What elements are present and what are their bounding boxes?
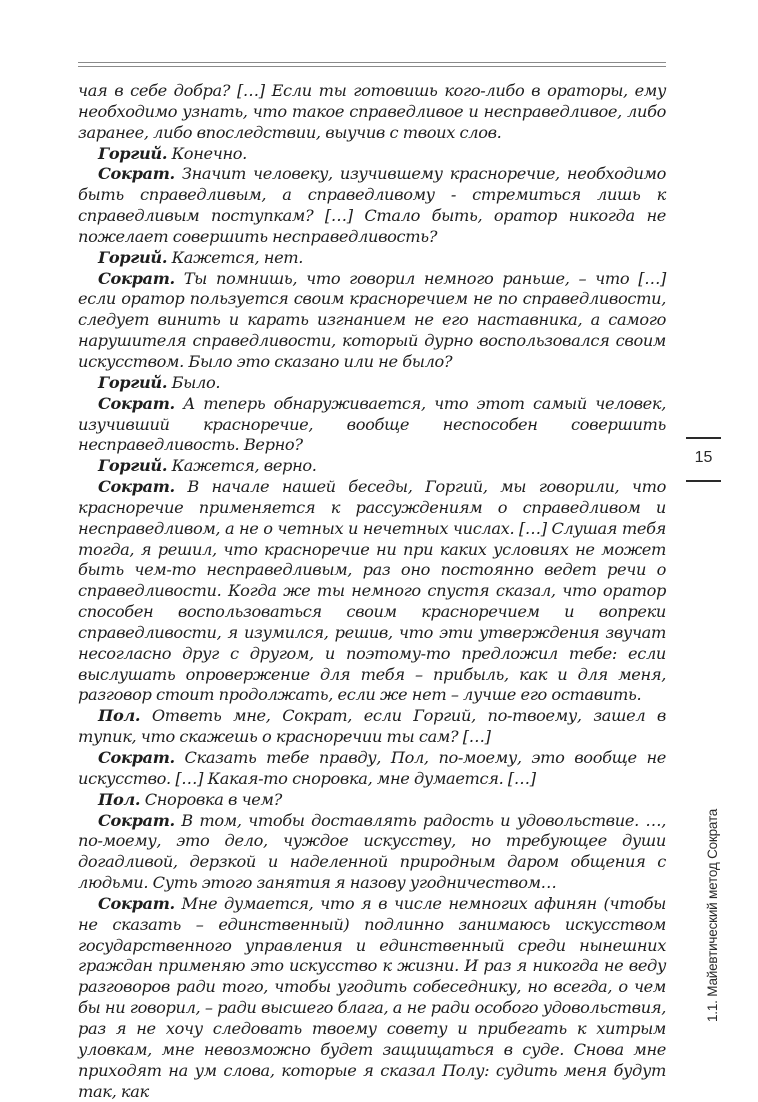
dialogue-text: В том, чтобы доставлять радость и удовольствие. …, по-моему, это дело, чуждое искусству, но требующее души догадливой, дерзкой и наделенной природным даром общения с людьми. Суть этого занятия я назову угодничеством… xyxy=(78,810,667,893)
dialogue-text: Сноровка в чем? xyxy=(144,789,282,809)
speaker-name: Сократ. xyxy=(98,748,175,767)
dialogue-line-socrates xyxy=(78,811,666,894)
dialogue-line-gorgias xyxy=(78,144,666,165)
dialogue-text: Кажется, нет. xyxy=(171,247,304,267)
speaker-name: Сократ. xyxy=(98,268,175,288)
dialogue-line-gorgias xyxy=(78,373,666,394)
page-number-block xyxy=(686,437,721,483)
dialogue-line-socrates xyxy=(78,394,666,457)
speaker-name: Горгий. xyxy=(98,143,168,163)
speaker-name: Сократ. xyxy=(98,893,175,913)
speaker-name: Сократ. xyxy=(98,810,175,830)
dialogue-text: Конечно. xyxy=(171,143,247,163)
speaker-name: Сократ. xyxy=(98,477,175,497)
dialogue-text: Мне думается, что я в числе немногих афинян (чтобы не сказать – единственный) подлинно занимаюсь искусством государственного управления и единственный среди нынешних граждан применяю это искусство к жизни. И раз я никогда не веду разговоров ради того, чтобы угодить собеседнику, но всегда, о чем бы ни говорил, – ради высшего блага, а не ради особого удовольствия, раз я не хочу следовать твоему совету и прибегать к хитрым уловкам, мне невозможно будет защищаться в суде. Снова мне приходят на ум слова, которые я сказал Полу: судить меня будут так, как xyxy=(78,893,667,1101)
dialogue-text: Было. xyxy=(171,372,221,392)
dialogue-line-socrates xyxy=(78,164,666,247)
dialogue-line-socrates xyxy=(78,748,666,790)
speaker-name: Сократ. xyxy=(98,164,175,184)
dialogue-line-polus xyxy=(78,706,666,748)
speaker-name: Горгий. xyxy=(98,372,168,392)
dialogue-text: Ты помнишь, что говорил немного раньше, – что […] если оратор пользуется своим красноречием не по справедливости, следует винить и карать изгнанием не его наставника, а самого нарушителя справедливости, который дурно воспользовался своим искусством. Было это сказано или не было? xyxy=(78,268,667,371)
paragraph-text: чая в себе добра? […] Если ты готовишь кого-либо в ораторы, ему необходимо узнать, что такое справедливое и несправедливое, либо заранее, либо впоследствии, выучив с твоих слов. xyxy=(78,81,666,142)
speaker-name: Пол. xyxy=(98,706,141,726)
running-title-vertical: 1.1. Майевтический метод Сократа xyxy=(705,808,720,1022)
dialogue-line-gorgias xyxy=(78,456,666,477)
page-number-top-rule xyxy=(686,437,721,439)
dialogue-text: Значит человеку, изучившему красноречие, необходимо быть справедливым, а справедливому - стремиться лишь к справедливым поступкам? […] Стало быть, оратор никогда не пожелает совершить несправедливость? xyxy=(78,164,666,246)
dialogue-text: Ответь мне, Сократ, если Горгий, по-твоему, зашел в тупик, что скажешь о красноречии ты сам? […] xyxy=(78,706,666,747)
page-number: 15 xyxy=(694,449,713,466)
dialogue-text: В начале нашей беседы, Горгий, мы говорили, что красноречие применяется к рассуждениям о справедливом и несправедливом, а не о четных и нечетных числах. […] Слушая тебя тогда, я решил, что красноречие ни при каких условиях не может быть чем-то несправедливым, раз оно постоянно ведет речи о справедливости. Когда же ты немного спустя сказал, что оратор способен воспользоваться своим красноречием и вопреки справедливости, я изумился, решив, что эти утверждения звучат несогласно друг с другом, и поэтому-то предложил тебе: если выслушать опровержение для тебя – прибыль, как и для меня, разговор стоит продолжать, если же нет – лучше его оставить. xyxy=(78,477,667,705)
speaker-name: Сократ. xyxy=(98,393,175,413)
dialogue-line-gorgias xyxy=(78,248,666,269)
speaker-name: Горгий. xyxy=(98,456,168,476)
dialogue-line-socrates xyxy=(78,269,666,373)
dialogue-text: А теперь обнаруживается, что этот самый человек, изучивший красноречие, вообще неспособен совершить несправедливость. Верно? xyxy=(78,393,666,455)
dialogue-text-block xyxy=(78,81,666,1102)
page-number-bottom-rule xyxy=(686,480,721,482)
speaker-name: Горгий. xyxy=(98,247,168,267)
dialogue-text: Сказать тебе правду, Пол, по-моему, это вообще не искусство. […] Какая-то сноровка, мне думается. […] xyxy=(78,748,666,788)
dialogue-line-polus xyxy=(78,790,666,811)
speaker-name: Пол. xyxy=(98,789,141,809)
dialogue-line-socrates xyxy=(78,477,666,706)
header-double-rule xyxy=(78,62,666,67)
dialogue-text: Кажется, верно. xyxy=(171,456,317,476)
paragraph-continued xyxy=(78,81,666,144)
dialogue-line-socrates xyxy=(78,894,666,1102)
